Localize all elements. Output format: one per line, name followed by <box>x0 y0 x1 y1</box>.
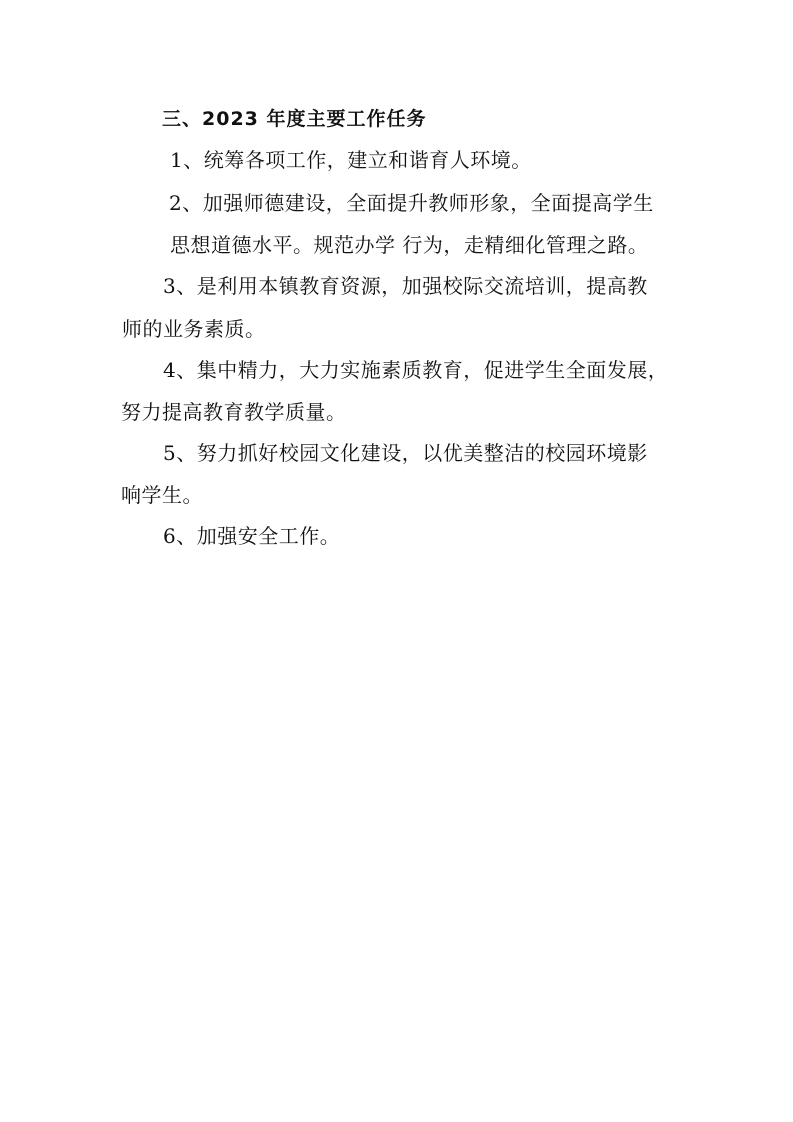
task-item-1-line-1: 1、统筹各项工作，建立和谐育人环境。 <box>170 148 532 172</box>
task-item-2-line-2: 思想道德水平。规范办学 行为，走精细化管理之路。 <box>170 233 649 257</box>
task-item-5-line-1: 5、努力抓好校园文化建设，以优美整洁的校园环境影 <box>163 441 648 465</box>
task-item-6-line-1: 6、加强安全工作。 <box>163 524 341 548</box>
task-item-4-line-2: 努力提高教育教学质量。 <box>121 400 347 424</box>
task-item-4-line-1: 4、集中精力，大力实施素质教育，促进学生全面发展， <box>163 358 669 382</box>
task-item-2-line-1: 2、加强师德建设，全面提升教师形象，全面提高学生 <box>169 191 654 215</box>
task-item-3-line-1: 3、是利用本镇教育资源，加强校际交流培训，提高教 <box>163 274 648 298</box>
task-item-3-line-2: 师的业务素质。 <box>122 317 266 341</box>
section-heading: 三、2023 年度主要工作任务 <box>162 108 427 130</box>
task-item-5-line-2: 响学生。 <box>121 483 203 507</box>
